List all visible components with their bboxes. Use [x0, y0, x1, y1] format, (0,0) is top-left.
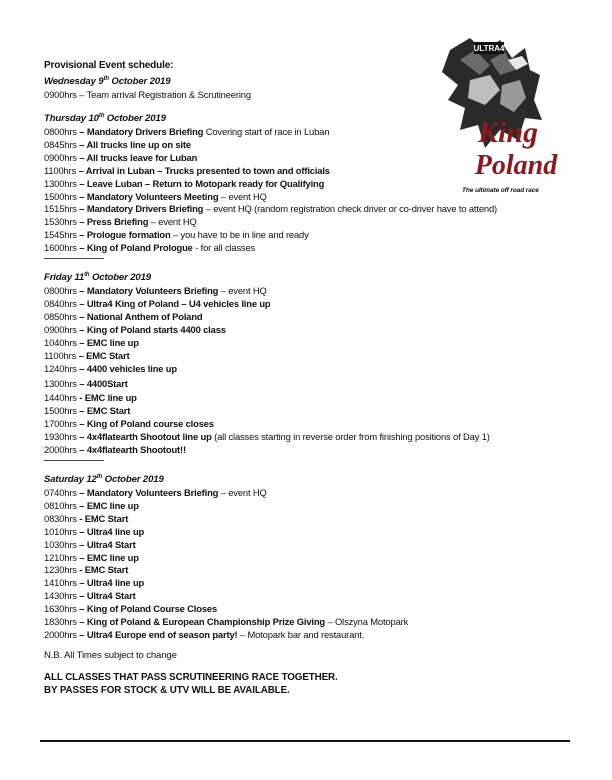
schedule-item: 1500hrs – Mandatory Volunteers Meeting – event HQ: [44, 190, 267, 202]
section-divider: [44, 460, 104, 461]
schedule-item: 1040hrs – EMC line up: [44, 336, 139, 348]
schedule-item: 1410hrs – Ultra4 line up: [44, 577, 145, 589]
schedule-item: 0830hrs - EMC Start: [44, 512, 129, 524]
schedule-item: 1100hrs – EMC Start: [44, 349, 130, 361]
times-note: N.B. All Times subject to change: [44, 649, 177, 661]
schedule-item: 1515hrs – Mandatory Drivers Briefing – event HQ (random registration check driver or co-driver have to attend): [44, 203, 497, 215]
schedule-item: 1830hrs – King of Poland & European Championship Prize Giving – Olszyna Motopark: [44, 616, 409, 628]
footer-line: ALL CLASSES THAT PASS SCRUTINEERING RACE TOGETHER.: [44, 671, 338, 683]
schedule-item: 1930hrs – 4x4flatearth Shootout line up (all classes starting in reverse order from finishing positions of Day 1): [44, 431, 490, 443]
schedule-item: 0900hrs – King of Poland starts 4400 class: [44, 323, 226, 335]
schedule-item: 1530hrs – Press Briefing – event HQ: [44, 216, 197, 228]
day-heading-wednesday: Wednesday 9th October 2019: [44, 75, 171, 88]
schedule-item: 1300hrs – Leave Luban – Return to Motopark ready for Qualifying: [44, 177, 325, 189]
schedule-item: 1210hrs – EMC line up: [44, 551, 139, 563]
schedule-item: 1100hrs – Arrival in Luban – Trucks presented to town and officials: [44, 164, 330, 176]
schedule-item: 0800hrs – Mandatory Drivers Briefing Covering start of race in Luban: [44, 126, 330, 137]
day-heading-thursday: Thursday 10th October 2019: [44, 112, 166, 125]
schedule-item: 1240hrs – 4400 vehicles line up: [44, 362, 177, 374]
schedule-item: 0850hrs – National Anthem of Poland: [44, 310, 203, 322]
day-heading-saturday: Saturday 12th October 2019: [44, 473, 164, 486]
schedule-item: 0900hrs – All trucks leave for Luban: [44, 151, 198, 163]
brand-wordmark: ULTRA4: [473, 44, 505, 53]
schedule-item: 1430hrs – Ultra4 Start: [44, 590, 136, 602]
schedule-item: 2000hrs – Ultra4 Europe end of season party! – Motopark bar and restaurant.: [44, 629, 365, 640]
schedule-item: 1700hrs – King of Poland course closes: [44, 418, 214, 430]
schedule-item: 0810hrs – EMC line up: [44, 499, 139, 511]
schedule-item: 0800hrs – Mandatory Volunteers Briefing – event HQ: [44, 285, 267, 297]
schedule-item: 0845hrs – All trucks line up on site: [44, 138, 191, 150]
schedule-item: 1545hrs – Prologue formation – you have to be in line and ready: [44, 229, 309, 241]
bottom-rule: [40, 740, 570, 742]
schedule-item: 0900hrs – Team arrival Registration & Scrutineering: [44, 89, 251, 100]
schedule-item: 1010hrs – Ultra4 line up: [44, 525, 145, 537]
schedule-item: 1500hrs – EMC Start: [44, 405, 131, 417]
schedule-item: 1300hrs – 4400Start: [44, 377, 128, 389]
schedule-item: 1630hrs – King of Poland Course Closes: [44, 603, 218, 615]
schedule-item: 2000hrs – 4x4flatearth Shootout!!: [44, 444, 186, 456]
schedule-item: 1440hrs - EMC line up: [44, 392, 137, 404]
logo-text-king: King: [477, 116, 539, 149]
page-title: Provisional Event schedule:: [44, 60, 174, 71]
schedule-item: 0740hrs – Mandatory Volunteers Briefing – event HQ: [44, 487, 267, 499]
schedule-item: 1030hrs – Ultra4 Start: [44, 538, 136, 550]
footer-line: BY PASSES FOR STOCK & UTV WILL BE AVAILABLE.: [44, 684, 290, 696]
logo-tagline: The ultimate off road race: [462, 187, 539, 194]
section-divider: [44, 258, 104, 259]
schedule-item: 0840hrs – Ultra4 King of Poland – U4 vehicles line up: [44, 298, 271, 310]
day-heading-friday: Friday 11th October 2019: [44, 272, 151, 284]
schedule-item: 1230hrs - EMC Start: [44, 564, 129, 576]
event-schedule: [44, 60, 564, 697]
schedule-item: 1600hrs – King of Poland Prologue - for all classes: [44, 242, 256, 254]
logo-text-poland: Poland: [474, 150, 558, 181]
